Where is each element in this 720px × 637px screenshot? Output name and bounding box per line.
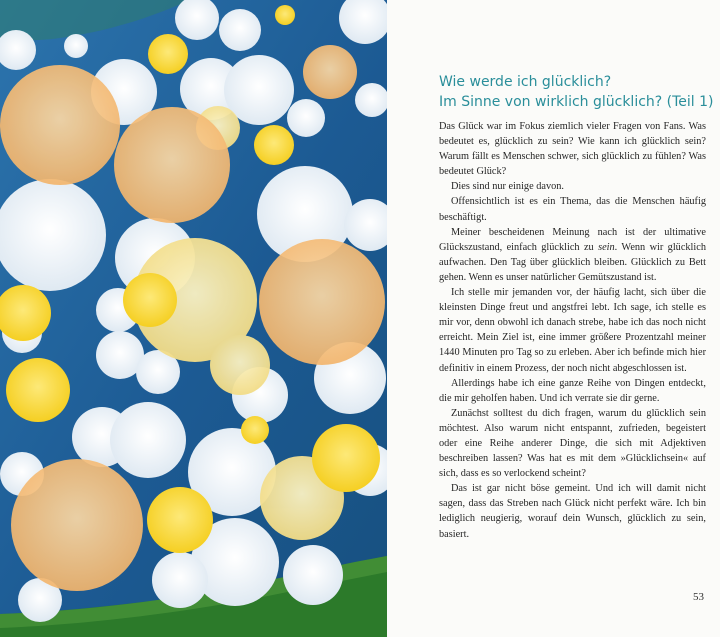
heading-line-2: Im Sinne von wirklich glücklich? (Teil 1) xyxy=(439,93,714,110)
heading-line-1: Wie werde ich glücklich? xyxy=(439,74,612,90)
paragraph-5: Ich stelle mir jemanden vor, der häufig lacht, sich über die kleinsten Dinge freut und angstfrei lebt. Ich sage, ich stelle es mir vor, denn obwohl ich danach strebe, habe ich das noch nicht erreicht. Mein Ziel ist, eine immer größere Prozentzahl meiner 1440 Minuten pro Tag so zu erleben. Aber ich befinde mich hier definitiv in einem Prozess, der noch nicht abgeschlossen ist. xyxy=(439,287,706,374)
body-text xyxy=(439,119,706,542)
paragraph-4 xyxy=(439,225,706,285)
chapter-heading xyxy=(439,73,719,112)
paragraph-1: Das Glück war im Fokus ziemlich vieler Fragen von Fans. Was bedeutet es, glücklich zu sein? Wie kann ich glücklich sein? Warum fällt es Menschen schwer, sich glücklich zu fühlen? Was bedeutet Glück? xyxy=(439,121,706,178)
paragraph-2: Dies sind nur einige davon. xyxy=(451,181,564,193)
paragraph-3: Offensichtlich ist es ein Thema, das die Menschen häufig beschäftigt. xyxy=(439,196,706,223)
paragraph-6: Allerdings habe ich eine ganze Reihe von Dingen entdeckt, die mir geholfen haben. Und ich verrate sie dir gerne. xyxy=(439,377,706,404)
paragraph-4-end: . Wenn wir glücklich aufwachen. Den Tag über glücklich bleiben. Glücklich zu Bett gehen. Wenn es unser natürlicher Gemütszustand ist. xyxy=(439,241,706,283)
paragraph-8: Das ist gar nicht böse gemeint. Und ich will damit nicht sagen, dass das Streben nach Glück nicht perfekt wäre. Ich bin lediglich neugierig, worauf dein Wunsch, glücklich zu sein, basiert. xyxy=(439,483,706,540)
page-number: 53 xyxy=(693,591,704,603)
text-page xyxy=(387,0,720,637)
paragraph-4-emphasis: sein xyxy=(598,241,615,253)
paragraph-7: Zunächst solltest du dich fragen, warum du glücklich sein möchtest. Also warum nicht entspannt, zufrieden, begeistert oder eine Reihe anderer Dinge, die sich mit Adjektiven beschreiben lassen? Was hat es mit dem »Glücklichsein« auf sich, dass es so verlockend scheint? xyxy=(439,407,706,480)
paragraph-4-start: Meiner bescheidenen Meinung nach ist der ultimative Glückszustand, einfach glücklich zu xyxy=(439,226,706,253)
